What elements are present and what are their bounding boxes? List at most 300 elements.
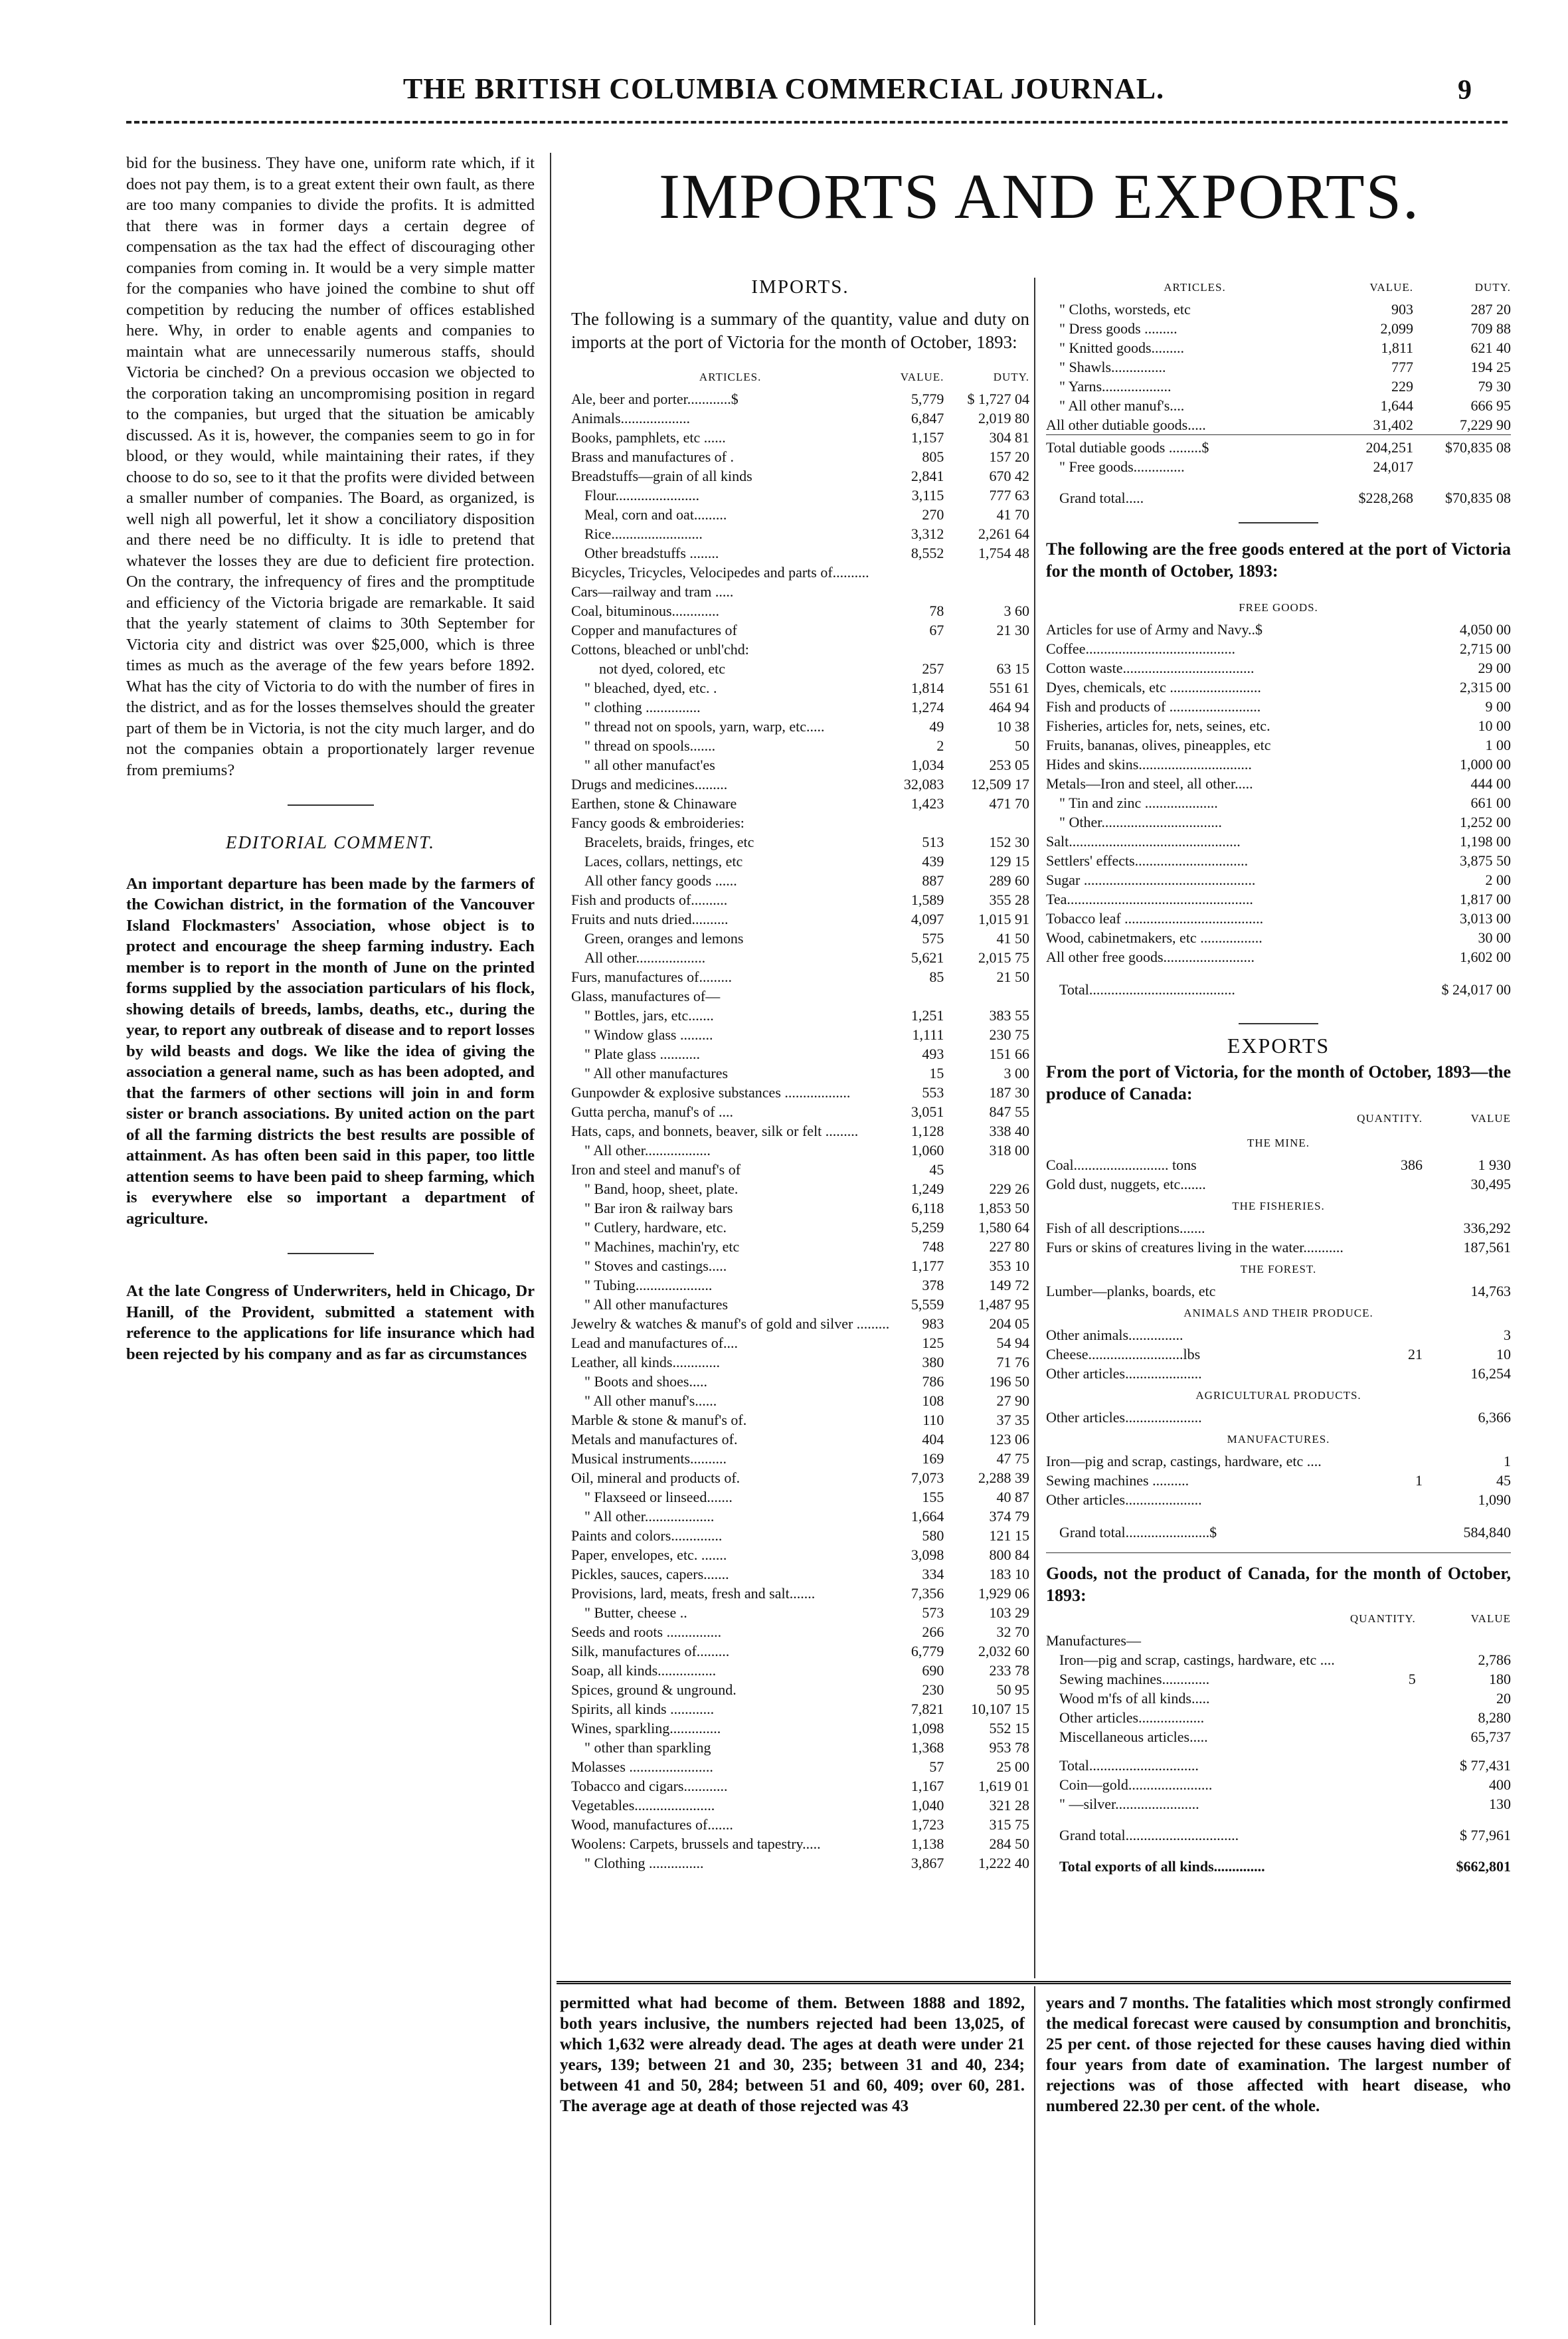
cell-v: 108: [922, 1392, 944, 1409]
table-row: [1046, 338, 1511, 357]
cell-a: " Flaxseed or linseed.......: [584, 1489, 733, 1505]
cell-a: Sewing machines ..........: [1046, 1472, 1189, 1489]
cell-d: 2,288 39: [978, 1469, 1029, 1486]
cell-a: Furs or skins of creatures living in the water...........: [1046, 1239, 1344, 1256]
cell-d: 777 63: [989, 487, 1029, 504]
table-row: [571, 890, 1029, 909]
table-row: [1046, 1451, 1511, 1471]
cell-d: 121 15: [989, 1527, 1029, 1544]
cell-q: [1344, 1281, 1423, 1301]
cell-v: 4,097: [911, 911, 944, 927]
cell-d: 2,261 64: [978, 525, 1029, 542]
cell-d: 21 30: [996, 622, 1029, 638]
cell-v: 2,786: [1478, 1651, 1511, 1668]
table-row: [571, 1699, 1029, 1719]
table-row: [571, 1102, 1029, 1121]
cell-v: 1,252 00: [1460, 814, 1511, 830]
cell-d: 709 88: [1470, 320, 1511, 337]
cell-d: 304 81: [989, 429, 1029, 446]
cell-a: " Cutlery, hardware, etc.: [584, 1219, 727, 1236]
free-goods-intro: The following are the free goods entered at the port of Victoria for the month of October, 1893:: [1046, 539, 1511, 581]
table-row: [571, 1430, 1029, 1449]
cell-d: 318 00: [989, 1142, 1029, 1159]
table-header-row: [1046, 278, 1511, 300]
cell-a: Dyes, chemicals, etc .........................: [1046, 679, 1261, 696]
cell-a: Settlers' effects...............................: [1046, 852, 1249, 869]
cell-v: [889, 563, 944, 582]
table-row: [571, 409, 1029, 428]
table-row: [571, 832, 1029, 852]
table-row: [1046, 947, 1511, 967]
table-row: [571, 1372, 1029, 1391]
cell-a: Meal, corn and oat.........: [584, 506, 727, 523]
cell-a: Other articles.....................: [1046, 1365, 1202, 1382]
nc-grand-total-label: Grand total...............................: [1059, 1827, 1239, 1843]
cell-d: 289 60: [989, 872, 1029, 889]
cell-v: 1,000 00: [1460, 756, 1511, 773]
cell-d: $ 1,727 04: [967, 391, 1029, 407]
cell-v: 690: [922, 1662, 944, 1679]
cell-v: 1,198 00: [1460, 833, 1511, 850]
cell-v: 4,050 00: [1460, 621, 1511, 638]
cell-a: " All other manuf's....: [1059, 397, 1185, 414]
cell-v: 573: [922, 1604, 944, 1621]
total-dutiable-duty: $70,835 08: [1413, 435, 1511, 458]
nc-total-label: Total..............................: [1059, 1757, 1199, 1774]
cell-v: 777: [1391, 359, 1413, 375]
editorial-heading: EDITORIAL COMMENT.: [225, 832, 436, 852]
table-row: [571, 717, 1029, 736]
cell-v: 334: [922, 1566, 944, 1582]
cell-v: 7,821: [911, 1701, 944, 1717]
cell-d: 194 25: [1470, 359, 1511, 375]
cell-a: Fish and products of..........: [571, 891, 728, 908]
cell-v: 257: [922, 660, 944, 677]
cell-v: 32,083: [903, 776, 944, 793]
cell-v: 187,561: [1463, 1239, 1511, 1256]
cell-v: 30,495: [1470, 1176, 1511, 1192]
bottom-text-right: years and 7 months. The fatalities which most strongly confirmed the medical forecast were caused by consumption and bronchitis, 25 per cent. of those rejected for these causes having died within four years from date of examination. The largest number of rejections was of those affected with heart disease, who numbered 22.30 per cent. of the whole.: [1046, 1994, 1511, 2115]
cell-v: 169: [922, 1450, 944, 1467]
total-dutiable-label: Total dutiable goods .........$: [1046, 435, 1344, 458]
header-rule: [126, 121, 1508, 124]
table-row: [571, 1680, 1029, 1699]
cell-a: Gold dust, nuggets, etc.......: [1046, 1176, 1206, 1192]
cell-v: 553: [922, 1084, 944, 1101]
cell-v: 65,737: [1470, 1729, 1511, 1745]
table-row: [1046, 1650, 1511, 1669]
cell-a: Metals and manufactures of.: [571, 1431, 738, 1448]
cell-a: " Shawls...............: [1059, 359, 1166, 375]
section-heading: THE FOREST.: [1240, 1263, 1317, 1275]
separator: [288, 804, 374, 806]
table-row: [571, 1006, 1029, 1025]
cell-v: 378: [922, 1277, 944, 1293]
table-row: [571, 1661, 1029, 1680]
table-row: [571, 678, 1029, 698]
cell-a: Seeds and roots ...............: [571, 1624, 722, 1640]
cell-q: [1344, 1364, 1423, 1383]
cell-d: 621 40: [1470, 339, 1511, 356]
separator: [1239, 1023, 1318, 1024]
all-exports-total-value: $662,801: [1456, 1858, 1511, 1875]
table-header-row: [571, 367, 1029, 389]
cell-a: Fish of all descriptions.......: [1046, 1220, 1205, 1236]
table-row: [571, 1526, 1029, 1545]
cell-v: 5,259: [911, 1219, 944, 1236]
cell-v: 1,644: [1380, 397, 1413, 414]
cell-v: 786: [922, 1373, 944, 1390]
cell-a: Ale, beer and porter............$: [571, 391, 739, 407]
non-canada-intro: Goods, not the product of Canada, for the month of October, 1893:: [1046, 1564, 1511, 1605]
table-header-row: [1046, 1109, 1511, 1131]
cell-d: 464 94: [989, 699, 1029, 715]
table-row: [1046, 1155, 1511, 1174]
cell-d: 63 15: [996, 660, 1029, 677]
cell-a: Fruits and nuts dried..........: [571, 911, 729, 927]
table-row: [571, 1776, 1029, 1796]
cell-a: Oil, mineral and products of.: [571, 1469, 740, 1486]
cell-a: Breadstuffs—grain of all kinds: [571, 468, 752, 484]
cell-v: 1,589: [911, 891, 944, 908]
free-goods-label: " Free goods..............: [1059, 458, 1185, 475]
cell-a: Gutta percha, manuf's of ....: [571, 1103, 734, 1120]
table-row: [1046, 658, 1511, 678]
column-divider: [550, 153, 551, 2325]
cell-v: 67: [929, 622, 944, 638]
cell-d: 229 26: [989, 1180, 1029, 1197]
cell-q: [1335, 1708, 1416, 1727]
cell-d: 374 79: [989, 1508, 1029, 1525]
cell-a: Spirits, all kinds ............: [571, 1701, 715, 1717]
table-row: [571, 852, 1029, 871]
cell-a: Animals...................: [571, 410, 691, 426]
cell-v: [889, 582, 944, 601]
cell-v: 3,312: [911, 525, 944, 542]
nc-grand-total-value: $ 77,961: [1460, 1827, 1511, 1843]
cell-v: 229: [1391, 378, 1413, 395]
free-total-row: [1046, 967, 1511, 999]
cell-a: Brass and manufactures of .: [571, 448, 734, 465]
cell-a: " Dress goods .........: [1059, 320, 1177, 337]
cell-v: 45: [1496, 1472, 1511, 1489]
cell-d: 50 95: [996, 1681, 1029, 1698]
cell-v: 6,118: [911, 1200, 944, 1216]
cell-v: 1,602 00: [1460, 949, 1511, 965]
cell-a: Fisheries, articles for, nets, seines, etc.: [1046, 717, 1270, 734]
cell-a: Other animals...............: [1046, 1327, 1183, 1343]
cell-a: " Plate glass ...........: [584, 1046, 700, 1062]
section-heading-row: [1046, 1194, 1511, 1218]
table-row: [1046, 1490, 1511, 1509]
cell-d: 1,487 95: [978, 1296, 1029, 1313]
cell-v: 1,138: [911, 1835, 944, 1852]
cell-v: 805: [922, 448, 944, 465]
cell-a: Paper, envelopes, etc. .......: [571, 1546, 727, 1563]
cell-a: Rice.........................: [584, 525, 703, 542]
section-heading-row: [1046, 1383, 1511, 1408]
cell-a: Marble & stone & manuf's of.: [571, 1412, 747, 1428]
table-row: [571, 505, 1029, 524]
cell-v: 78: [929, 603, 944, 619]
table-row: [571, 389, 1029, 409]
cell-d: 3 00: [1003, 1065, 1029, 1081]
cell-a: All other free goods.........................: [1046, 949, 1255, 965]
cell-v: 3: [1504, 1327, 1511, 1343]
imports-heading: IMPORTS.: [751, 276, 849, 298]
cell-v: 1,157: [911, 429, 944, 446]
exports-intro: From the port of Victoria, for the month of October, 1893—the produce of Canada:: [1046, 1062, 1511, 1103]
cell-v: 2,315 00: [1460, 679, 1511, 696]
cell-v: 270: [922, 506, 944, 523]
coin-gold-value: 400: [1489, 1776, 1511, 1793]
section-heading-row: [1046, 1427, 1511, 1451]
cell-v: 1,098: [911, 1720, 944, 1736]
table-row: [571, 1064, 1029, 1083]
cell-d: 25 00: [996, 1758, 1029, 1775]
cell-v: 1,177: [911, 1258, 944, 1274]
col-quantity: QUANTITY.: [1350, 1612, 1416, 1625]
cell-d: 666 95: [1470, 397, 1511, 414]
cell-q: [1344, 1325, 1423, 1345]
cell-a: Iron—pig and scrap, castings, hardware, etc ....: [1059, 1651, 1335, 1668]
cell-a: " Boots and shoes.....: [584, 1373, 707, 1390]
cell-a: " All other..................: [584, 1142, 711, 1159]
bottom-rule: [557, 1981, 1511, 1984]
table-row: [571, 1179, 1029, 1198]
cell-d: 54 94: [996, 1335, 1029, 1351]
cell-a: Vegetables......................: [571, 1797, 715, 1814]
table-row: [571, 1757, 1029, 1776]
table-row: [571, 601, 1029, 620]
cell-v: 1,090: [1478, 1491, 1511, 1508]
cell-v: 1,040: [911, 1797, 944, 1814]
table-row: [571, 1121, 1029, 1141]
cell-a: " Knitted goods.........: [1059, 339, 1185, 356]
cell-a: " All other...................: [584, 1508, 715, 1525]
cell-v: 7,356: [911, 1585, 944, 1602]
cell-v: 887: [922, 872, 944, 889]
cell-a: Tea...................................................: [1046, 891, 1253, 907]
cell-q: [1344, 1238, 1423, 1257]
cell-d: [944, 640, 1029, 659]
cell-v: 85: [929, 969, 944, 985]
total-dutiable-row: [1046, 435, 1511, 458]
cell-v: 15: [929, 1065, 944, 1081]
cell-a: " Bottles, jars, etc.......: [584, 1007, 714, 1024]
table-row: [571, 1834, 1029, 1853]
section-heading: MANUFACTURES.: [1227, 1433, 1330, 1446]
table-row: [1046, 1689, 1511, 1708]
cell-v: 661 00: [1470, 795, 1511, 811]
cell-d: 12,509 17: [971, 776, 1029, 793]
cell-d: 552 15: [989, 1720, 1029, 1736]
cell-d: 187 30: [989, 1084, 1029, 1101]
cell-a: Paints and colors..............: [571, 1527, 723, 1544]
section-heading: THE FISHERIES.: [1232, 1200, 1325, 1212]
cell-v: 266: [922, 1624, 944, 1640]
cell-d: 3 60: [1003, 603, 1029, 619]
cell-a: All other dutiable goods.....: [1046, 417, 1206, 433]
cell-v: 1,111: [912, 1026, 944, 1043]
cell-a: Other articles.....................: [1046, 1491, 1202, 1508]
col-value: VALUE.: [1369, 281, 1413, 294]
cell-a: Sewing machines.............: [1059, 1671, 1210, 1687]
bottom-text-left: permitted what had become of them. Between 1888 and 1892, both years inclusive, the numbers rejected had been 13,025, of which 1,632 were already dead. The ages at death were under 21 years, 139; between 21 and 30, 235; between 31 and 40, 234; between 41 and 50, 284; between 51 and 60, 409; over 60, 281. The average age at death of those rejected was 43: [560, 1994, 1025, 2115]
all-exports-total-row: [1046, 1845, 1511, 1876]
cell-d: 315 75: [989, 1816, 1029, 1833]
table-row: [571, 755, 1029, 775]
table-row: [571, 1815, 1029, 1834]
cell-a: " Tin and zinc ....................: [1059, 795, 1218, 811]
table-row: [571, 1083, 1029, 1102]
table-row: [571, 1719, 1029, 1738]
table-row: [571, 582, 1029, 601]
cell-d: 355 28: [989, 891, 1029, 908]
table-row: [1046, 639, 1511, 658]
grand-total-value: $228,268: [1358, 490, 1413, 506]
table-row: [571, 1603, 1029, 1622]
cell-v: 1 930: [1478, 1157, 1511, 1173]
cell-a: " Window glass .........: [584, 1026, 713, 1043]
cell-a: Coal.......................... tons: [1046, 1157, 1197, 1173]
cell-a: Other breadstuffs ........: [584, 545, 719, 561]
cell-a: Other articles..................: [1059, 1709, 1205, 1726]
cell-d: 1,222 40: [978, 1855, 1029, 1871]
cell-a: " Band, hoop, sheet, plate.: [584, 1180, 739, 1197]
cell-v: 3,115: [911, 487, 944, 504]
col-quantity: QUANTITY.: [1357, 1112, 1423, 1125]
cell-v: [889, 640, 944, 659]
table-row: [571, 447, 1029, 466]
cell-d: 79 30: [1478, 378, 1511, 395]
nc-grand-total-row: [1046, 1814, 1511, 1845]
cell-a: " Cloths, worsteds, etc: [1059, 301, 1191, 318]
cell-d: 129 15: [989, 853, 1029, 870]
manufactures-heading: Manufactures—: [1046, 1632, 1141, 1649]
cell-d: [944, 563, 1029, 582]
column-divider: [1034, 1986, 1035, 2325]
cell-v: 7,073: [911, 1469, 944, 1486]
cell-d: 953 78: [989, 1739, 1029, 1756]
cell-v: 8,552: [911, 545, 944, 561]
section-heading-row: [1046, 1301, 1511, 1325]
table-row: [1046, 357, 1511, 377]
cell-a: Woolens: Carpets, brussels and tapestry.....: [571, 1835, 821, 1852]
cell-a: " Other.................................: [1059, 814, 1222, 830]
table-row: [1046, 851, 1511, 870]
cell-d: 7,229 90: [1460, 417, 1511, 433]
cell-a: not dyed, colored, etc: [599, 660, 725, 677]
cell-q: 5: [1408, 1671, 1416, 1687]
table-row: [571, 736, 1029, 755]
cell-d: 353 10: [989, 1258, 1029, 1274]
exports-grand-total-row: [1046, 1509, 1511, 1542]
cell-d: 800 84: [989, 1546, 1029, 1563]
cell-v: 748: [922, 1238, 944, 1255]
table-row: [571, 871, 1029, 890]
table-row: [1046, 870, 1511, 889]
exports-table: [1046, 1109, 1511, 1542]
cell-d: [944, 813, 1029, 832]
cell-v: 5,779: [911, 391, 944, 407]
cell-a: Leather, all kinds.............: [571, 1354, 720, 1370]
exports-grand-total-label: Grand total.......................$: [1059, 1524, 1217, 1541]
table-row: [1046, 1325, 1511, 1345]
table-row: [571, 524, 1029, 543]
grand-total-row: [1046, 476, 1511, 508]
cell-a: Soap, all kinds................: [571, 1662, 717, 1679]
cell-q: [1344, 1408, 1423, 1427]
cell-v: 230: [922, 1681, 944, 1698]
cell-v: 1,249: [911, 1180, 944, 1197]
coin-silver-value: 130: [1489, 1796, 1511, 1812]
cell-a: Fruits, bananas, olives, pineapples, etc: [1046, 737, 1271, 753]
free-goods-table: [1046, 620, 1511, 999]
table-row: [571, 1314, 1029, 1333]
cell-v: 1,817 00: [1460, 891, 1511, 907]
cell-a: Drugs and medicines.........: [571, 776, 728, 793]
cell-v: 444 00: [1470, 775, 1511, 792]
table-row: [1046, 300, 1511, 319]
table-row: [571, 1353, 1029, 1372]
imports-column: [571, 278, 1029, 1873]
cell-a: " Yarns...................: [1059, 378, 1172, 395]
cell-a: Furs, manufactures of.........: [571, 969, 732, 985]
table-row: [1046, 889, 1511, 909]
cell-a: Wood m'fs of all kinds.....: [1059, 1690, 1210, 1707]
cell-v: 29 00: [1478, 660, 1511, 676]
cell-a: " all other manufact'es: [584, 757, 715, 773]
cell-d: 338 40: [989, 1123, 1029, 1139]
table-row: [571, 967, 1029, 986]
cell-a: Pickles, sauces, capers.......: [571, 1566, 729, 1582]
section-heading-row: [1046, 1257, 1511, 1281]
table-row: [571, 428, 1029, 447]
table-row: [1046, 909, 1511, 928]
cell-d: 204 05: [989, 1315, 1029, 1332]
table-row: [1046, 928, 1511, 947]
table-row: [1046, 1174, 1511, 1194]
cell-d: 321 28: [989, 1797, 1029, 1814]
table-row: [1046, 678, 1511, 697]
cell-a: Hats, caps, and bonnets, beaver, silk or felt .........: [571, 1123, 859, 1139]
table-row: [571, 948, 1029, 967]
cell-v: 2,841: [911, 468, 944, 484]
cell-d: 383 55: [989, 1007, 1029, 1024]
cell-d: 32 70: [996, 1624, 1029, 1640]
cell-v: 903: [1391, 301, 1413, 318]
cell-d: 123 06: [989, 1431, 1029, 1448]
grand-total-label: Grand total.....: [1059, 490, 1144, 506]
cell-a: Iron—pig and scrap, castings, hardware, etc ....: [1046, 1453, 1322, 1469]
cell-v: 1,034: [911, 757, 944, 773]
cell-v: 3,013 00: [1460, 910, 1511, 927]
cell-v: 5,621: [911, 949, 944, 966]
cell-v: [889, 986, 944, 1006]
cell-v: 3,098: [911, 1546, 944, 1563]
table-row: [571, 1449, 1029, 1468]
cell-a: Wood, cabinetmakers, etc .................: [1046, 929, 1263, 946]
flockmasters-paragraph: An important departure has been made by the farmers of the Cowichan district, in the formation of the Vancouver Island Flockmasters' Association, whose object is to protect and encourage the sheep farming industry. Each member is to report in the month of June on the printed forms supplied by the association particulars of his flock, showing details of breeds, lambs, deaths, etc., during the year, to report any outbreak of disease and to report losses by wild beasts and dogs. We like the idea of giving the association a general name, such as has been adopted, and that the farmers of other sections will join in and form sister or branch associations. By united action on the part of all the farming districts the best results are possible of attainment. As has often been said in this paper, too little attention seems to have been paid to sheep farming, which is everywhere else so important a department of agriculture.: [126, 874, 535, 1228]
imports-continued-table: [1046, 278, 1511, 508]
table-row: [1046, 1669, 1511, 1689]
cell-a: Tobacco leaf ......................................: [1046, 910, 1264, 927]
cell-d: 152 30: [989, 834, 1029, 850]
cell-a: Spices, ground & unground.: [571, 1681, 737, 1698]
table-row: [571, 486, 1029, 505]
table-row: [571, 563, 1029, 582]
